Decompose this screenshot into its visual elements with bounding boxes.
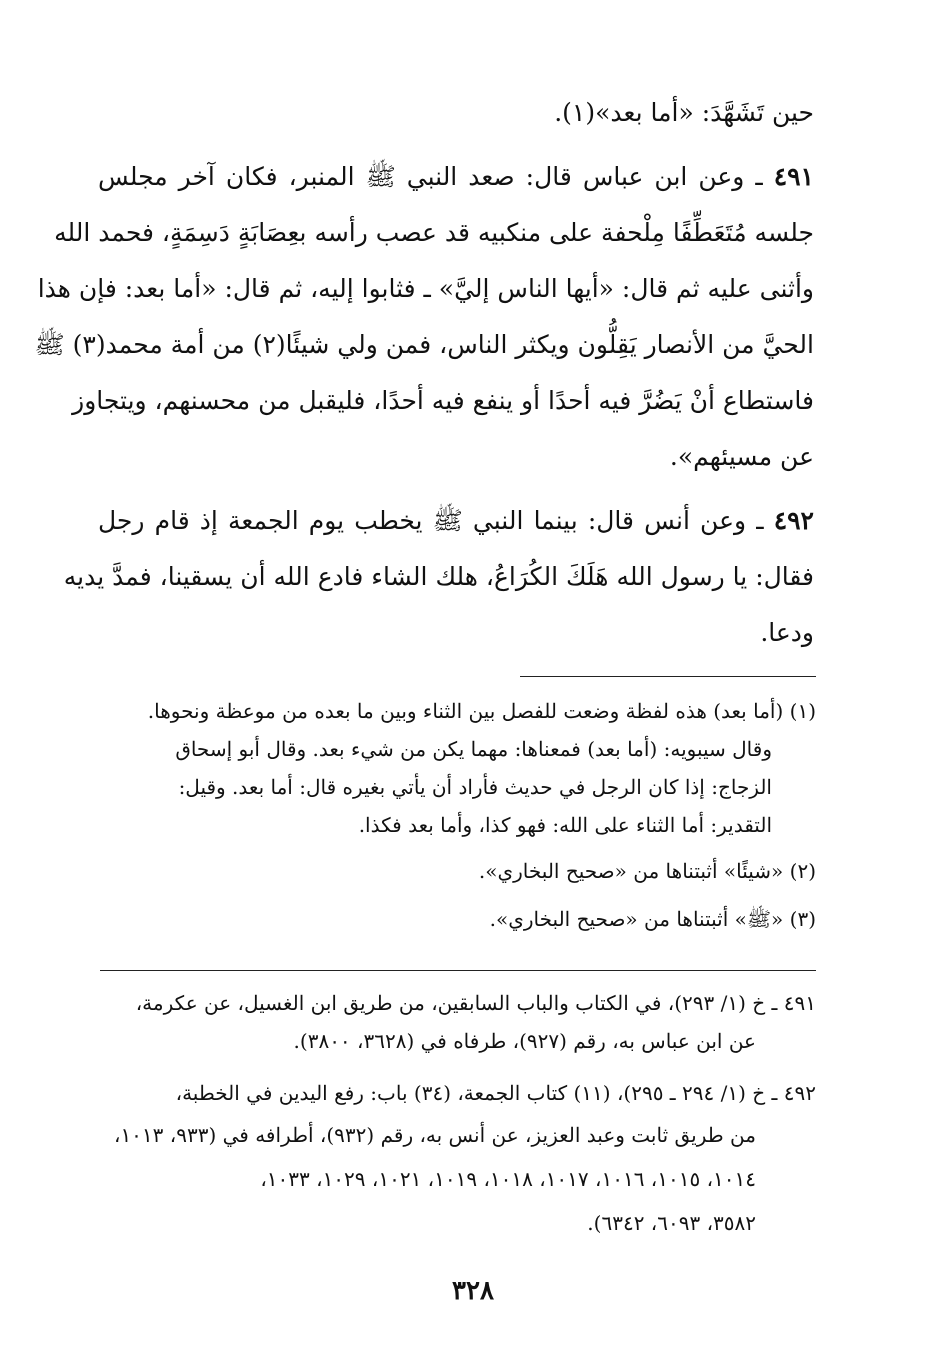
footnote-1-line-2: وقال سيبويه: (أما بعد) فمعناها: مهما يكن من شيء بعد. وقال أبو إسحاق [175, 737, 772, 761]
footnote-1-line-4: التقدير: أما الثناء على الله: فهو كذا، وأما بعد فكذا. [358, 813, 772, 837]
hadith-491-line-2: جلسه مُتَعَطِّفًا مِلْحفة على منكبيه قد عصب رأسه بعِصَابَةٍ دَسِمَةٍ، فحمد الله [54, 218, 814, 247]
page-number: ٣٢٨ [452, 1276, 494, 1306]
hadith-492-line-3: ودعا. [760, 618, 814, 647]
takhrij-492-line-4: ٣٥٨٢، ٦٠٩٣، ٦٣٤٢). [587, 1211, 756, 1235]
takhrij-492-line-3: ١٠١٤، ١٠١٥، ١٠١٦، ١٠١٧، ١٠١٨، ١٠١٩، ١٠٢١، ١٠٢٩، ١٠٣٣، [260, 1167, 756, 1191]
takhrij-divider [100, 970, 816, 971]
footnote-1-line-1: (١) (أما بعد) هذه لفظة وضعت للفصل بين الثناء وبين ما بعده من موعظة ونحوها. [147, 699, 816, 723]
footnote-3: (٣) «ﷺ» أثبتناها من «صحيح البخاري». [489, 907, 816, 931]
hadith-number-492: ٤٩٢ [773, 506, 814, 535]
hadith-492-line-1: ٤٩٢ ـ وعن أنس قال: بينما النبي ﷺ يخطب يوم الجمعة إذ قام رجل [98, 506, 814, 535]
hadith-491-line-3: وأثنى عليه ثم قال: «أيها الناس إليَّ» ـ فثابوا إليه، ثم قال: «أما بعد: فإن هذا [37, 274, 814, 303]
hadith-491-line-1: ٤٩١ ـ وعن ابن عباس قال: صعد النبي ﷺ المنبر، فكان آخر مجلس [98, 162, 814, 191]
hadith-492-line-2: فقال: يا رسول الله هَلَكَ الكُرَاعُ، هلك الشاء فادع الله أن يسقينا، فمدَّ يديه [63, 562, 814, 591]
footnote-1-line-3: الزجاج: إذا كان الرجل في حديث فأراد أن يأتي بغيره قال: أما بعد. وقيل: [178, 775, 772, 799]
intro-line: حين تَشَهَّدَ: «أما بعد»(١). [554, 98, 814, 127]
hadith-491-line-5: فاستطاع أنْ يَضُرَّ فيه أحدًا أو ينفع فيه أحدًا، فليقبل من محسنهم، ويتجاوز [72, 386, 814, 415]
takhrij-492-line-2: من طريق ثابت وعبد العزيز، عن أنس به، رقم (٩٣٢)، أطرافه في (٩٣٣، ١٠١٣، [113, 1123, 756, 1147]
footnote-2: (٢) «شيئًا» أثبتناها من «صحيح البخاري». [478, 859, 816, 883]
takhrij-492-line-1: ٤٩٢ ـ خ (١/ ٢٩٤ ـ ٢٩٥)، (١١) كتاب الجمعة، (٣٤) باب: رفع اليدين في الخطبة، [175, 1081, 816, 1105]
hadith-491-line-6: عن مسيئهم». [669, 442, 814, 471]
takhrij-491-line-2: عن ابن عباس به، رقم (٩٢٧)، طرفاه في (٣٦٢٨، ٣٨٠٠). [293, 1029, 756, 1053]
footnote-divider [520, 676, 816, 677]
hadith-491-line-4: الحيَّ من الأنصار يَقِلُّون ويكثر الناس، فمن ولي شيئًا(٢) من أمة محمد(٣) ﷺ [34, 330, 814, 359]
hadith-number-491: ٤٩١ [773, 162, 814, 191]
takhrij-491-line-1: ٤٩١ ـ خ (١/ ٢٩٣)، في الكتاب والباب السابقين، من طريق ابن الغسيل، عن عكرمة، [135, 991, 816, 1015]
